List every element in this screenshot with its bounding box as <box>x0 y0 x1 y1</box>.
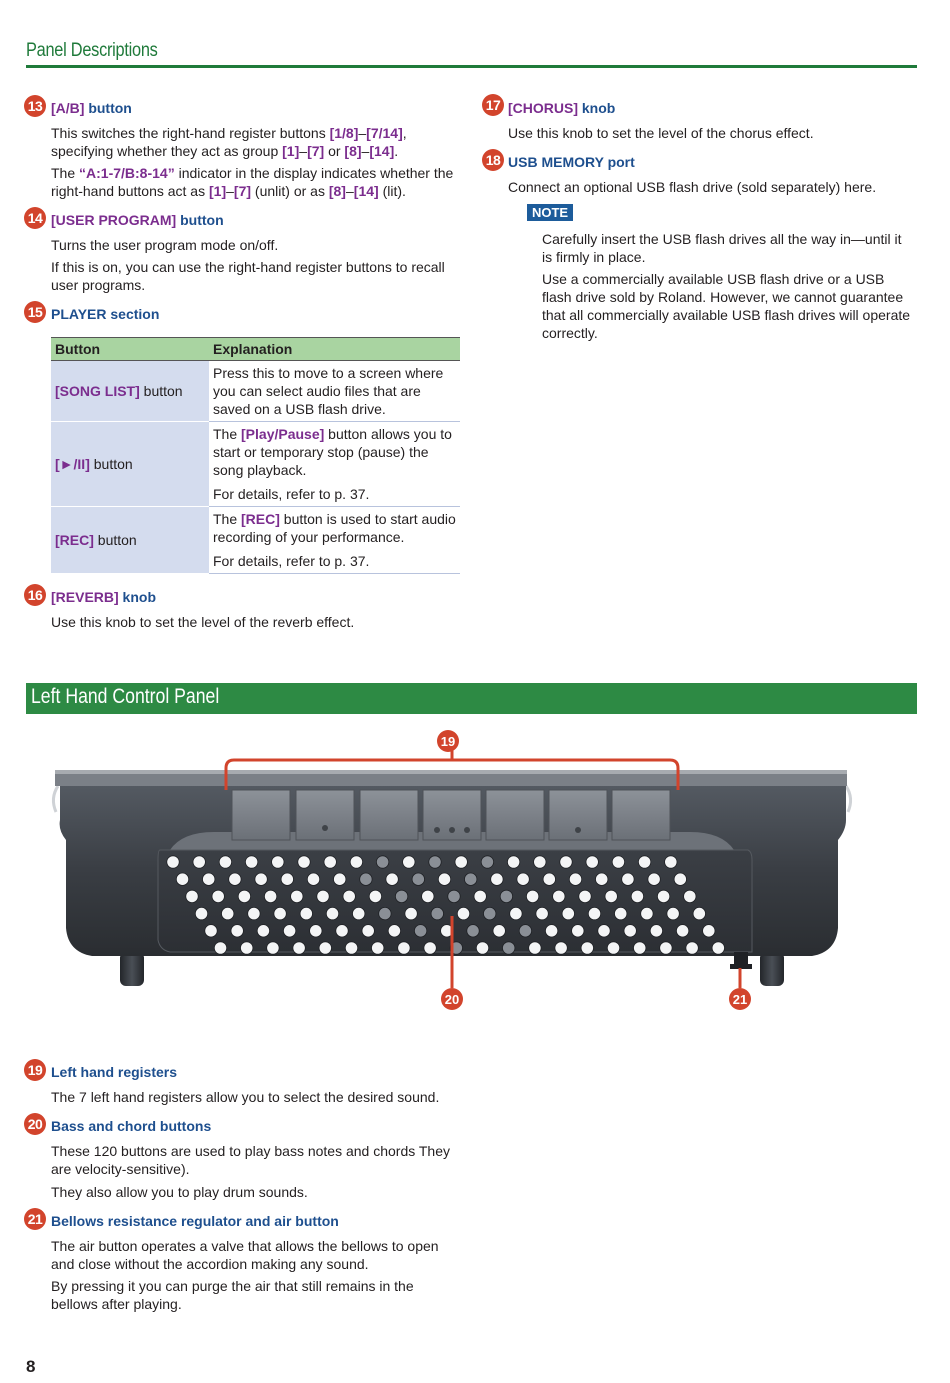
bass-button[interactable] <box>317 890 329 902</box>
user-program-heading <box>51 212 224 228</box>
bass-button[interactable] <box>457 907 469 919</box>
bass-button[interactable] <box>526 890 538 902</box>
bass-button[interactable] <box>562 907 574 919</box>
player-section-heading: PLAYER section <box>51 306 160 322</box>
bass-button[interactable] <box>555 942 567 954</box>
left-hand-registers-desc: The 7 left hand registers allow you to select the desired sound. <box>51 1089 440 1105</box>
item-number-20: 20 <box>24 1113 46 1135</box>
table-row <box>51 507 460 550</box>
heading-rest: button <box>176 212 224 228</box>
bass-button[interactable] <box>424 942 436 954</box>
bass-button[interactable] <box>274 907 286 919</box>
bellows-regulator-desc-1: The air button operates a valve that allows the bellows to open and close without the accordion making any sound. <box>51 1238 439 1272</box>
bass-button[interactable] <box>605 890 617 902</box>
bass-button[interactable] <box>560 856 572 868</box>
bass-button[interactable] <box>264 890 276 902</box>
bellows-regulator-desc-2: By pressing it you can purge the air that still remains in the bellows after playing. <box>51 1278 414 1312</box>
bass-button[interactable] <box>229 873 241 885</box>
right-strap-clip <box>846 786 851 812</box>
bass-button[interactable] <box>676 925 688 937</box>
bass-button[interactable] <box>310 925 322 937</box>
user-program-desc-1: Turns the user program mode on/off. <box>51 237 279 253</box>
register-button-5[interactable] <box>486 790 544 840</box>
bass-button[interactable] <box>481 856 493 868</box>
usb-memory-heading: USB MEMORY port <box>508 154 635 170</box>
bass-button[interactable] <box>631 890 643 902</box>
bass-button[interactable] <box>222 907 234 919</box>
bass-button[interactable] <box>379 907 391 919</box>
callout-21-label: 21 <box>732 992 748 1007</box>
bass-button[interactable] <box>579 890 591 902</box>
bass-button[interactable] <box>241 942 253 954</box>
bass-button[interactable] <box>248 907 260 919</box>
bass-button[interactable] <box>372 942 384 954</box>
bass-button[interactable] <box>324 856 336 868</box>
bass-button[interactable] <box>283 925 295 937</box>
item-number-13: 13 <box>24 95 46 117</box>
bass-button[interactable] <box>195 907 207 919</box>
bass-button[interactable] <box>362 925 374 937</box>
heading-rest: knob <box>118 589 157 605</box>
ab-button-desc-1: This switches the right-hand register buttons [1/8]–[7/14], specifying whether they act as group [1]–[7] or [8]–[14]. <box>51 125 407 159</box>
heading-bracket: [REVERB] <box>51 589 119 605</box>
bass-button[interactable] <box>369 890 381 902</box>
bass-button[interactable] <box>536 907 548 919</box>
heading-rest: knob <box>578 100 616 116</box>
bass-button[interactable] <box>388 925 400 937</box>
bass-button[interactable] <box>572 925 584 937</box>
bass-button[interactable] <box>438 873 450 885</box>
col-header-button: Button <box>51 338 209 361</box>
bellows-regulator-heading: Bellows resistance regulator and air button <box>51 1213 339 1229</box>
item-number-21: 21 <box>24 1208 46 1230</box>
heading-bracket: [CHORUS] <box>508 100 578 116</box>
right-foot <box>760 952 784 986</box>
left-foot <box>120 952 144 986</box>
section-title: Left Hand Control Panel <box>31 685 220 708</box>
bass-button[interactable] <box>674 873 686 885</box>
bass-button[interactable] <box>455 856 467 868</box>
bass-button[interactable] <box>405 907 417 919</box>
bass-button[interactable] <box>500 890 512 902</box>
item-number-17: 17 <box>482 94 504 116</box>
left-strap-clip <box>53 786 58 812</box>
bass-button[interactable] <box>386 873 398 885</box>
heading-rest: button <box>84 100 132 116</box>
bass-button[interactable] <box>507 856 519 868</box>
bass-button[interactable] <box>203 873 215 885</box>
bass-button[interactable] <box>474 890 486 902</box>
bass-button[interactable] <box>612 856 624 868</box>
bass-button[interactable] <box>334 873 346 885</box>
bass-button[interactable] <box>607 942 619 954</box>
bass-button[interactable] <box>615 907 627 919</box>
bass-button[interactable] <box>660 942 672 954</box>
bass-button[interactable] <box>712 942 724 954</box>
bass-button[interactable] <box>219 856 231 868</box>
bass-button[interactable] <box>267 942 279 954</box>
bass-button[interactable] <box>638 856 650 868</box>
heading-bracket: [A/B] <box>51 100 85 116</box>
item-number-19: 19 <box>24 1059 46 1081</box>
bass-button[interactable] <box>414 925 426 937</box>
heading-bracket: [USER PROGRAM] <box>51 212 177 228</box>
bass-button[interactable] <box>238 890 250 902</box>
bass-button[interactable] <box>353 907 365 919</box>
play-pause-cell: [►/II] button <box>51 422 209 507</box>
bass-button[interactable] <box>298 856 310 868</box>
bass-chord-desc-2: They also allow you to play drum sounds. <box>51 1184 308 1200</box>
table-row <box>51 361 460 422</box>
item-number-18: 18 <box>482 149 504 171</box>
callout-20-label: 20 <box>444 992 460 1007</box>
bass-button[interactable] <box>467 925 479 937</box>
reverb-heading <box>51 589 156 605</box>
top-edge <box>55 772 847 786</box>
bass-button[interactable] <box>650 925 662 937</box>
bass-button[interactable] <box>300 907 312 919</box>
item-number-15: 15 <box>24 301 46 323</box>
bass-button[interactable] <box>212 890 224 902</box>
bass-button[interactable] <box>176 873 188 885</box>
bass-button[interactable] <box>398 942 410 954</box>
song-list-cell: [SONG LIST] button <box>51 361 209 422</box>
register-button-3[interactable] <box>360 790 418 840</box>
bass-button[interactable] <box>665 856 677 868</box>
left-hand-registers-heading: Left hand registers <box>51 1064 178 1080</box>
bass-chord-heading: Bass and chord buttons <box>51 1118 212 1134</box>
bass-button[interactable] <box>491 873 503 885</box>
bass-button[interactable] <box>231 925 243 937</box>
table-header-row <box>51 338 460 361</box>
note-text-1: Carefully insert the USB flash drives all the way in—until it is firmly in place. <box>542 231 902 265</box>
bass-button[interactable] <box>624 925 636 937</box>
bass-button[interactable] <box>360 873 372 885</box>
bass-button[interactable] <box>255 873 267 885</box>
note-badge: NOTE <box>527 204 573 221</box>
bass-button[interactable] <box>519 925 531 937</box>
bass-button[interactable] <box>588 907 600 919</box>
top-edge-highlight <box>55 770 847 774</box>
bass-button[interactable] <box>345 942 357 954</box>
bass-button[interactable] <box>598 925 610 937</box>
bass-button[interactable] <box>343 890 355 902</box>
bass-button[interactable] <box>657 890 669 902</box>
bass-button[interactable] <box>307 873 319 885</box>
bass-button[interactable] <box>214 942 226 954</box>
bass-button[interactable] <box>205 925 217 937</box>
bass-button[interactable] <box>648 873 660 885</box>
item-number-14: 14 <box>24 207 46 229</box>
bass-button[interactable] <box>543 873 555 885</box>
bass-button[interactable] <box>510 907 522 919</box>
item-number-16: 16 <box>24 584 46 606</box>
bass-button[interactable] <box>403 856 415 868</box>
user-program-desc-2: If this is on, you can use the right-hand register buttons to recall user programs. <box>51 259 445 293</box>
bass-button[interactable] <box>281 873 293 885</box>
bass-button[interactable] <box>395 890 407 902</box>
bass-button[interactable] <box>431 907 443 919</box>
bass-button[interactable] <box>293 942 305 954</box>
bass-button[interactable] <box>326 907 338 919</box>
rec-reference: For details, refer to p. 37. <box>209 549 460 574</box>
bass-button[interactable] <box>545 925 557 937</box>
bass-button[interactable] <box>350 856 362 868</box>
chorus-heading <box>508 100 615 116</box>
rec-explanation: The [REC] button is used to start audio recording of your performance. <box>213 511 456 545</box>
bass-button[interactable] <box>684 890 696 902</box>
bass-button[interactable] <box>581 942 593 954</box>
page-number: 8 <box>26 1357 36 1376</box>
usb-memory-desc: Connect an optional USB flash drive (sold separately) here. <box>508 179 877 195</box>
bass-button[interactable] <box>186 890 198 902</box>
table-row <box>51 422 460 483</box>
bass-button[interactable] <box>336 925 348 937</box>
bass-button[interactable] <box>569 873 581 885</box>
bass-button[interactable] <box>534 856 546 868</box>
bass-button[interactable] <box>412 873 424 885</box>
bass-button[interactable] <box>484 907 496 919</box>
register-button-1[interactable] <box>232 790 290 840</box>
bass-button[interactable] <box>503 942 515 954</box>
bass-button[interactable] <box>553 890 565 902</box>
ab-button-heading <box>51 100 132 116</box>
bass-button[interactable] <box>291 890 303 902</box>
bass-button[interactable] <box>448 890 460 902</box>
bass-button[interactable] <box>272 856 284 868</box>
chorus-desc: Use this knob to set the level of the chorus effect. <box>508 125 814 141</box>
player-table <box>51 337 460 574</box>
bass-button[interactable] <box>693 907 705 919</box>
col-header-explanation: Explanation <box>209 338 460 361</box>
bass-button[interactable] <box>529 942 541 954</box>
play-pause-explanation: The [Play/Pause] button allows you to start or temporary stop (pause) the song playback. <box>213 426 452 478</box>
song-list-explanation: Press this to move to a screen where you can select audio files that are saved on a USB flash drive. <box>209 361 460 422</box>
play-pause-reference: For details, refer to p. 37. <box>209 482 460 507</box>
bass-button[interactable] <box>319 942 331 954</box>
bass-button[interactable] <box>667 907 679 919</box>
page-section-title: Panel Descriptions <box>26 40 158 61</box>
bass-button[interactable] <box>686 942 698 954</box>
bass-button[interactable] <box>586 856 598 868</box>
bass-button[interactable] <box>376 856 388 868</box>
bass-button[interactable] <box>257 925 269 937</box>
bass-button[interactable] <box>167 856 179 868</box>
bass-button[interactable] <box>245 856 257 868</box>
bass-button[interactable] <box>429 856 441 868</box>
bass-button[interactable] <box>596 873 608 885</box>
register-button-7[interactable] <box>612 790 670 840</box>
bass-button[interactable] <box>465 873 477 885</box>
bass-button[interactable] <box>193 856 205 868</box>
bass-button[interactable] <box>641 907 653 919</box>
bass-button[interactable] <box>622 873 634 885</box>
bass-button[interactable] <box>517 873 529 885</box>
left-hand-panel-illustration <box>0 720 950 1020</box>
ab-button-desc-2: The “A:1-7/B:8-14” indicator in the display indicates whether the right-hand buttons act as [1]–[7] (unlit) or as [8]–[14] (lit). <box>51 165 454 199</box>
bass-chord-desc-1: These 120 buttons are used to play bass notes and chords They are velocity-sensitive). <box>51 1143 450 1177</box>
bass-button[interactable] <box>703 925 715 937</box>
bass-button[interactable] <box>634 942 646 954</box>
rec-cell: [REC] button <box>51 507 209 574</box>
bass-button[interactable] <box>493 925 505 937</box>
header-rule <box>26 65 917 68</box>
left-hand-registers <box>232 790 670 840</box>
callout-19-label: 19 <box>440 734 456 749</box>
note-text-2: Use a commercially available USB flash drive or a USB flash drive sold by Roland. However, we cannot guarantee that all commercially available USB flash drives will operate correctly. <box>542 271 911 341</box>
bass-button[interactable] <box>476 942 488 954</box>
register-button-2[interactable] <box>296 790 354 840</box>
reverb-desc: Use this knob to set the level of the reverb effect. <box>51 614 355 630</box>
bass-button[interactable] <box>422 890 434 902</box>
